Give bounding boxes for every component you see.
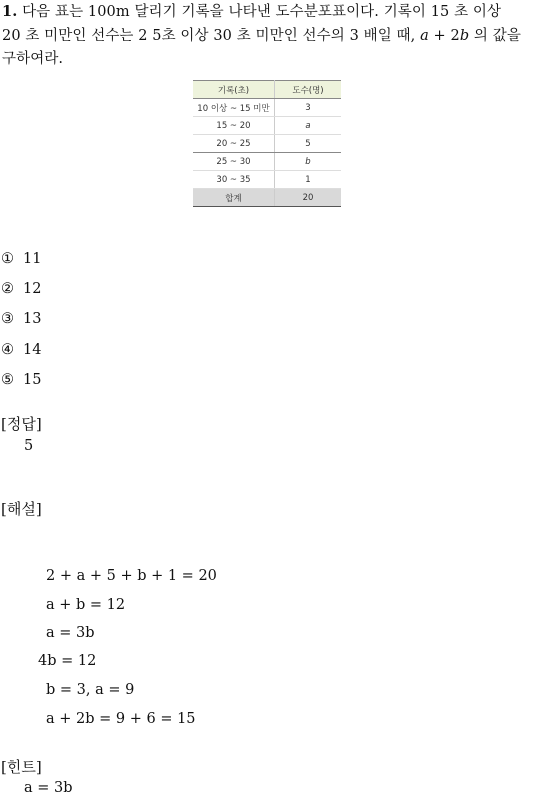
table-cell: b — [275, 153, 342, 171]
question-text — [2, 0, 532, 72]
answer-label: [정답] — [1, 415, 42, 433]
question-line2a: 20 초 미만인 선수는 2 5초 이상 30 초 미만인 선수의 3 배일 때, — [2, 27, 421, 44]
table-cell: 5 — [275, 135, 342, 153]
question-number: 1. — [2, 3, 18, 20]
table-cell: 20 ~ 25 — [193, 135, 275, 153]
table-cell: 15 ~ 20 — [193, 117, 275, 135]
table-row — [193, 171, 341, 189]
choice-4[interactable] — [1, 340, 41, 360]
choice-2[interactable] — [1, 279, 41, 299]
table-header-cell: 도수(명) — [275, 81, 342, 99]
choice-mark: ③ — [1, 311, 14, 327]
choice-value: 11 — [23, 251, 42, 267]
frequency-table — [193, 80, 341, 207]
choice-3[interactable] — [1, 309, 41, 329]
math-var-a: a — [420, 27, 429, 44]
choice-value: 15 — [23, 372, 42, 388]
table-row — [193, 153, 341, 171]
table-cell: 3 — [275, 99, 342, 117]
table-cell: 10 이상 ~ 15 미만 — [193, 99, 275, 117]
choice-mark: ② — [1, 281, 14, 297]
table-total-value: 20 — [275, 189, 342, 207]
explanation-line-1: 2 + a + 5 + b + 1 = 20 — [46, 568, 217, 584]
math-var-b: b — [459, 27, 470, 44]
table-cell: 25 ~ 30 — [193, 153, 275, 171]
choice-value: 14 — [23, 342, 42, 358]
explanation-line-5: b = 3, a = 9 — [46, 682, 135, 698]
table-row — [193, 99, 341, 117]
table-total-label: 합계 — [193, 189, 275, 207]
choice-5[interactable] — [1, 370, 41, 390]
table-cell: 1 — [275, 171, 342, 189]
question-line3: 구하여라. — [2, 51, 64, 67]
choice-value: 12 — [23, 281, 42, 297]
hint-value: a = 3b — [24, 780, 73, 796]
choice-mark: ⑤ — [1, 372, 14, 388]
table-header-cell: 기록(초) — [193, 81, 275, 99]
table-total-row — [193, 189, 341, 207]
answer-value: 5 — [24, 438, 34, 454]
table-header-row — [193, 81, 341, 99]
math-plus-2: + 2 — [428, 27, 460, 44]
hint-label: [힌트] — [1, 758, 42, 776]
explanation-line-2: a + b = 12 — [46, 597, 126, 613]
table-row — [193, 135, 341, 153]
explanation-line-4: 4b = 12 — [38, 653, 97, 669]
choice-1[interactable] — [1, 249, 41, 269]
table-row — [193, 117, 341, 135]
choice-value: 13 — [23, 311, 42, 327]
choice-mark: ① — [1, 251, 14, 267]
choice-mark: ④ — [1, 342, 14, 358]
question-line2b: 의 값을 — [469, 27, 521, 44]
table-cell: 30 ~ 35 — [193, 171, 275, 189]
question-line1: 다음 표는 100m 달리기 기록을 나타낸 도수분포표이다. 기록이 15 초 이상 — [22, 4, 502, 20]
table-cell: a — [275, 117, 342, 135]
explanation-line-6: a + 2b = 9 + 6 = 15 — [46, 711, 196, 727]
explanation-label: [해설] — [1, 500, 42, 518]
explanation-line-3: a = 3b — [46, 625, 95, 641]
